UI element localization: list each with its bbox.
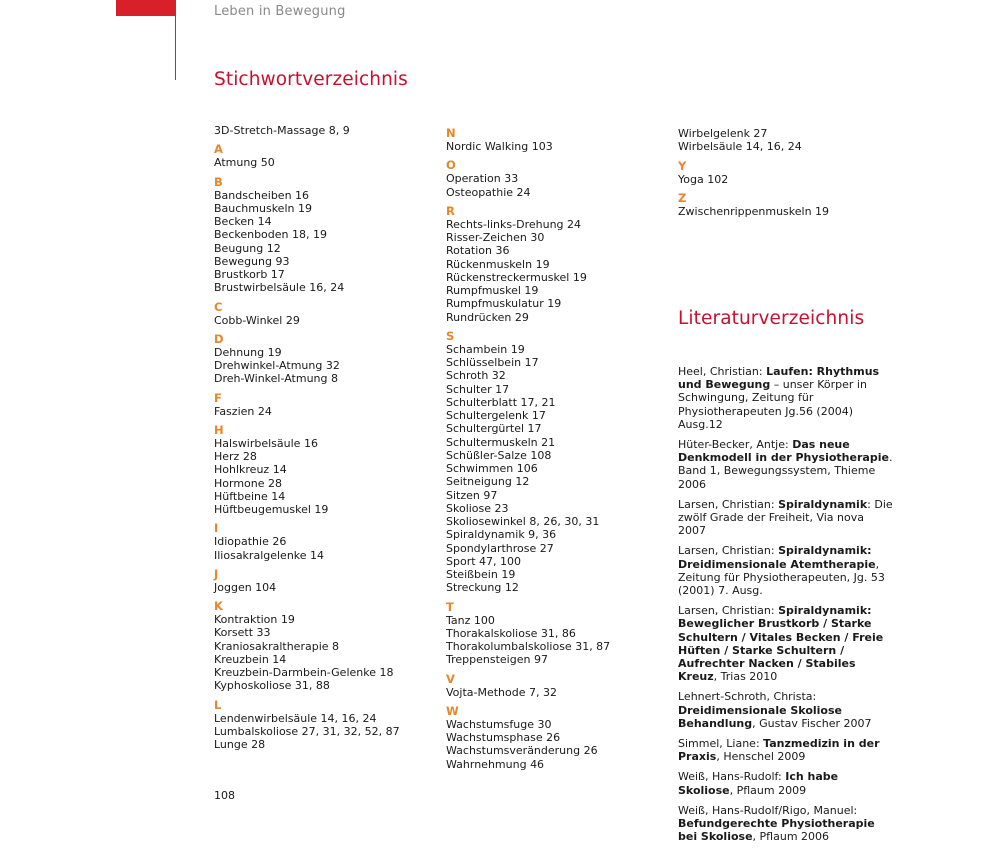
index-entry: Wirbelgelenk 27 [678,127,768,140]
index-entry: Herz 28 [214,450,257,463]
index-entry: Bandscheiben 16 [214,188,310,202]
index-entry: Becken 14 [214,215,272,228]
index-entry: Streckung 12 [446,581,519,595]
index-entry: Idiopathie 26 [214,535,287,549]
reference-text: Lehnert-Schroth, Christa: [678,690,817,704]
index-entry: Schulter 17 [446,382,510,396]
index-letter-heading: D [214,331,224,346]
index-entry: Skoliose 23 [446,501,509,515]
index-entry: Cobb-Winkel 29 [214,313,300,327]
index-entry: Wachstumsveränderung 26 [446,744,598,758]
index-entry: Bauchmuskeln 19 [214,201,312,215]
index-entry: Vojta-Methode 7, 32 [446,685,557,699]
index-entry: Kraniosakraltherapie 8 [214,639,340,653]
reference-text: Heel, Christian: [678,365,767,378]
index-letter-heading: S [446,328,455,343]
reference-text: , Zeitung für Physiotherapeuten, Jg. 53 (2001) 7. Ausg. [678,557,885,598]
index-entry: Lendenwirbelsäule 14, 16, 24 [214,711,377,725]
index-entry: Kontraktion 19 [214,613,295,626]
index-entry: Wachstumsfuge 30 [446,717,552,731]
running-header: Leben in Bewegung [214,4,346,19]
index-letter-heading: C [214,299,223,314]
index-letter-heading: J [214,566,219,581]
literature-title: Literaturverzeichnis [678,308,865,329]
literature-reference [678,770,893,796]
index-entry: Spiraldynamik 9, 36 [446,528,557,542]
index-letter-heading: O [446,158,456,173]
index-entry: Hüftbeugemuskel 19 [214,503,329,516]
index-entry: Sitzen 97 [446,488,498,502]
index-letter-heading: T [446,599,454,614]
literature-list [678,365,893,851]
reference-text: Simmel, Liane: [678,737,764,751]
header-divider-line [175,0,176,80]
index-entry: Spondylarthrose 27 [446,541,554,555]
index-entry: Halswirbelsäule 16 [214,436,318,450]
reference-text: , Pflaum 2006 [752,830,830,844]
reference-title: Das neue Denkmodell in der Physiotherapie [678,438,889,465]
index-entry: Rückenstreckermuskel 19 [446,270,587,284]
index-entry: Kreuzbein 14 [214,652,287,666]
index-entry: Schroth 32 [446,369,506,383]
index-entry: Tanz 100 [446,613,495,627]
index-entry: Rotation 36 [446,244,510,258]
index-entry: Schultergürtel 17 [446,422,542,436]
index-entry: 3D-Stretch-Massage 8, 9 [214,124,350,137]
index-letter-heading: L [214,697,222,712]
index-entry: Lumbalskoliose 27, 31, 32, 52, 87 [214,724,400,738]
index-entry: Rumpfmuskulatur 19 [446,297,562,311]
reference-title: Laufen: Rhythmus und Bewegung [678,365,880,392]
reference-text: , Henschel 2009 [716,750,806,764]
index-entry: Wahrnehmung 46 [446,757,545,771]
index-entry: Beugung 12 [214,241,281,255]
index-entry: Rumpfmuskel 19 [446,284,539,297]
index-entry: Nordic Walking 103 [446,140,553,153]
reference-text: Hüter-Becker, Antje: [678,438,793,452]
index-letter-heading: Z [678,190,687,205]
index-entry: Drehwinkel-Atmung 32 [214,359,340,372]
index-entry: Yoga 102 [678,172,729,186]
index-entry: Joggen 104 [214,580,277,594]
index-entry: Brustwirbelsäule 16, 24 [214,281,345,295]
index-entry: Rückenmuskeln 19 [446,257,550,271]
index-letter-heading: A [214,142,223,157]
index-letter-heading: V [446,671,455,686]
index-entry: Kreuzbein-Darmbein-Gelenke 18 [214,666,394,679]
reference-text: Weiß, Hans-Rudolf/Rigo, Manuel: [678,803,858,817]
index-entry: Schüßler-Salze 108 [446,448,552,462]
index-entry: Faszien 24 [214,404,272,418]
reference-text: , Pflaum 2009 [729,783,807,797]
reference-text: Larsen, Christian: [678,604,779,618]
literature-reference [678,438,893,491]
reference-text: , Trias 2010 [713,670,778,684]
index-entry: Skoliosewinkel 8, 26, 30, 31 [446,515,600,528]
index-letter-heading: B [214,174,223,189]
index-entry: Osteopathie 24 [446,185,531,199]
reference-title: Tanzmedizin in der Praxis [678,737,880,764]
reference-text: Weiß, Hans-Rudolf: [678,770,786,784]
index-entry: Hormone 28 [214,476,283,490]
reference-title: Spiraldynamik: Beweglicher Brustkorb / Starke Schultern / Vitales Becken / Freie Hüften / Starke Schultern / Aufrechter Nacken / Stabiles Kreuz [678,604,884,684]
index-entry: Sport 47, 100 [446,554,522,568]
index-letter-heading: N [446,126,456,140]
index-entry: Dreh-Winkel-Atmung 8 [214,372,338,386]
index-column-1 [214,124,400,751]
page-number: 108 [214,789,235,802]
index-entry: Atmung 50 [214,156,275,170]
index-entry: Schultergelenk 17 [446,409,546,422]
index-entry: Korsett 33 [214,626,271,640]
index-entry: Wirbelsäule 14, 16, 24 [678,140,802,154]
index-letter-heading: Y [678,158,687,173]
index-entry: Schulterblatt 17, 21 [446,395,556,409]
index-entry: Beckenboden 18, 19 [214,228,327,242]
reference-title: Ich habe Skoliose [678,770,839,797]
index-entry: Schlüsselbein 17 [446,356,539,369]
index-entry: Seitneigung 12 [446,475,530,489]
literature-reference [678,604,893,683]
header-color-bar [116,0,175,16]
reference-text: Larsen, Christian: [678,544,779,558]
index-entry: Thorakalskoliose 31, 86 [446,626,576,640]
index-entry: Schultermuskeln 21 [446,435,556,449]
index-letter-heading: H [214,422,224,437]
literature-reference [678,690,893,730]
reference-title: Spiraldynamik: Dreidimensionale Atemtherapie [678,544,876,571]
index-column-2 [446,127,610,771]
index-entry: Operation 33 [446,172,519,186]
index-letter-heading: I [214,521,219,536]
reference-text: . Band 1, Bewegungssystem, Thieme 2006 [678,451,893,491]
index-entry: Wachstumsphase 26 [446,731,561,744]
index-entry: Steißbein 19 [446,568,516,581]
literature-reference [678,804,893,844]
index-entry: Rundrücken 29 [446,310,529,324]
index-letter-heading: F [214,390,222,405]
reference-title: Spiraldynamik [778,497,868,511]
index-entry: Schambein 19 [446,342,525,356]
literature-reference [678,544,893,597]
reference-text: Larsen, Christian: [678,497,779,511]
reference-title: Befundgerechte Physiotherapie bei Skoliose [678,817,875,844]
index-entry: Kyphoskoliose 31, 88 [214,679,330,693]
literature-reference [678,498,893,538]
index-entry: Risser-Zeichen 30 [446,231,545,244]
reference-text: : Die zwölf Grade der Freiheit, Via nova 2007 [678,497,893,538]
index-entry: Thorakolumbalskoliose 31, 87 [446,640,611,653]
index-entry: Dehnung 19 [214,345,282,359]
index-entry: Treppensteigen 97 [446,653,548,667]
index-entry: Iliosakralgelenke 14 [214,548,325,562]
index-entry: Brustkorb 17 [214,268,285,281]
reference-title: Dreidimensionale Skoliose Behandlung [678,703,842,730]
index-title: Stichwortverzeichnis [214,69,408,90]
literature-reference [678,737,893,763]
index-letter-heading: W [446,703,459,718]
index-letter-heading: R [446,203,455,218]
index-entry: Hohlkreuz 14 [214,463,287,477]
index-entry: Hüftbeine 14 [214,489,286,503]
reference-text: – unser Körper in Schwingung, Zeitung für Physiotherapeuten Jg.56 (2004) Ausg.12 [678,378,867,431]
index-column-3 [678,127,829,218]
literature-reference [678,365,893,431]
reference-text: , Gustav Fischer 2007 [752,716,872,730]
index-letter-heading: K [214,599,223,613]
index-entry: Zwischenrippenmuskeln 19 [678,204,830,218]
index-entry: Bewegung 93 [214,254,290,268]
index-entry: Rechts-links-Drehung 24 [446,217,582,231]
index-entry: Lunge 28 [214,738,266,751]
index-entry: Schwimmen 106 [446,462,538,475]
